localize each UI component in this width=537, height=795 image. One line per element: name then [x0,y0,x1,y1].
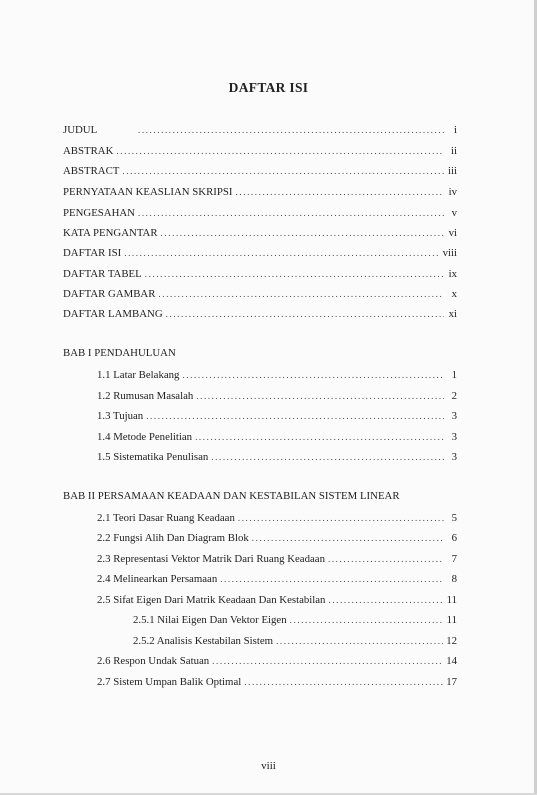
toc-page: 12 [446,635,457,647]
toc-page: 1 [451,369,457,381]
toc-entry [97,408,457,424]
toc-label: 1.5 Sistematika Penulisan [97,451,209,463]
page-title: DAFTAR ISI [228,80,309,95]
toc-leader [195,429,444,445]
toc-leader [146,408,444,424]
toc-leader [122,163,444,179]
toc-label: 2.5.1 Nilai Eigen Dan Vektor Eigen [133,614,287,626]
toc-label: 2.5 Sifat Eigen Dari Matrik Keadaan Dan Kestabilan [97,594,326,606]
toc-label: PENGESAHAN [63,207,135,219]
toc-entry [97,653,457,669]
toc-page: 3 [451,431,457,443]
toc-entry [63,225,457,241]
toc-page: x [451,288,457,300]
toc-label: 2.3 Representasi Vektor Matrik Dari Ruang Keadaan [97,553,325,565]
toc-label: ABSTRAK [63,145,114,157]
toc-leader [211,449,444,465]
toc-page: xi [448,308,457,320]
toc-page: 7 [451,553,457,565]
toc-entry [63,286,457,302]
toc-label: 2.5.2 Analisis Kestabilan Sistem [133,635,274,647]
toc-label: PERNYATAAN KEASLIAN SKRIPSI [63,186,233,198]
toc-label: 1.4 Metode Penelitian [97,431,193,443]
toc-label: 2.6 Respon Undak Satuan [97,655,210,667]
toc-leader [182,367,444,383]
toc-page: 6 [451,532,457,544]
toc-label: 2.1 Teori Dasar Ruang Keadaan [97,512,235,524]
toc-leader [236,184,444,200]
toc-entry [133,633,457,649]
toc-label: 2.7 Sistem Umpan Balik Optimal [97,676,242,688]
toc-entry [97,367,457,383]
toc-label: 1.3 Tujuan [97,410,144,422]
toc-leader [220,571,444,587]
toc-entry [97,388,457,404]
toc-leader [238,510,444,526]
toc-page: ii [451,145,457,157]
toc-leader [212,653,443,669]
toc-entry [63,122,457,138]
toc-label: ABSTRACT [63,165,120,177]
toc-leader [328,592,443,608]
toc-leader [290,612,444,628]
toc-leader [161,225,444,241]
toc-label: 2.4 Melinearkan Persamaan [97,573,218,585]
toc-entry [63,163,457,179]
toc-page: i [454,124,457,136]
toc-entry [63,184,457,200]
toc-label: KATA PENGANTAR [63,227,158,239]
toc-leader [166,306,444,322]
toc-leader [276,633,443,649]
toc-label: 1.2 Rumusan Masalah [97,390,194,402]
toc-label: DAFTAR ISI [63,247,122,259]
toc-leader [252,530,444,546]
toc-page: v [451,207,457,219]
toc-entry [97,571,457,587]
toc-page: 11 [446,614,457,626]
toc-label: JUDUL [63,124,98,136]
toc-page: 3 [451,410,457,422]
toc-page: vi [448,227,457,239]
toc-leader [196,388,444,404]
toc-leader [328,551,444,567]
toc-entry [63,245,457,261]
toc-leader [116,143,444,159]
toc-page: ix [448,268,457,280]
toc-entry [63,306,457,322]
toc-leader [244,674,443,690]
toc-page: iv [448,186,457,198]
toc-entry [63,266,457,282]
toc-label: DAFTAR TABEL [63,268,142,280]
toc-entry [97,449,457,465]
toc-entry [63,205,457,221]
toc-label: DAFTAR GAMBAR [63,288,156,300]
toc-leader [138,205,444,221]
toc-page: 5 [451,512,457,524]
chapter-heading: BAB II PERSAMAAN KEADAAN DAN KESTABILAN SISTEM LINEAR [63,490,400,502]
page-number: viii [261,760,276,772]
toc-page: viii [442,247,457,259]
toc-page: 14 [446,655,457,667]
toc-leader [145,266,444,282]
toc-label: DAFTAR LAMBANG [63,308,163,320]
toc-leader [158,286,444,302]
toc-label: 2.2 Fungsi Alih Dan Diagram Blok [97,532,249,544]
toc-entry [97,551,457,567]
toc-leader [124,245,439,261]
toc-entry [133,612,457,628]
toc-label: 1.1 Latar Belakang [97,369,180,381]
toc-page: 8 [451,573,457,585]
toc-page: 2 [451,390,457,402]
toc-entry [97,674,457,690]
toc-page: 3 [451,451,457,463]
chapter-heading: BAB I PENDAHULUAN [63,347,176,359]
toc-page: 17 [446,676,457,688]
toc-entry [97,429,457,445]
toc-page: iii [448,165,457,177]
toc-leader [138,122,444,138]
toc-entry [97,510,457,526]
toc-entry [97,530,457,546]
toc-page: 11 [446,594,457,606]
toc-entry [97,592,457,608]
toc-entry [63,143,457,159]
